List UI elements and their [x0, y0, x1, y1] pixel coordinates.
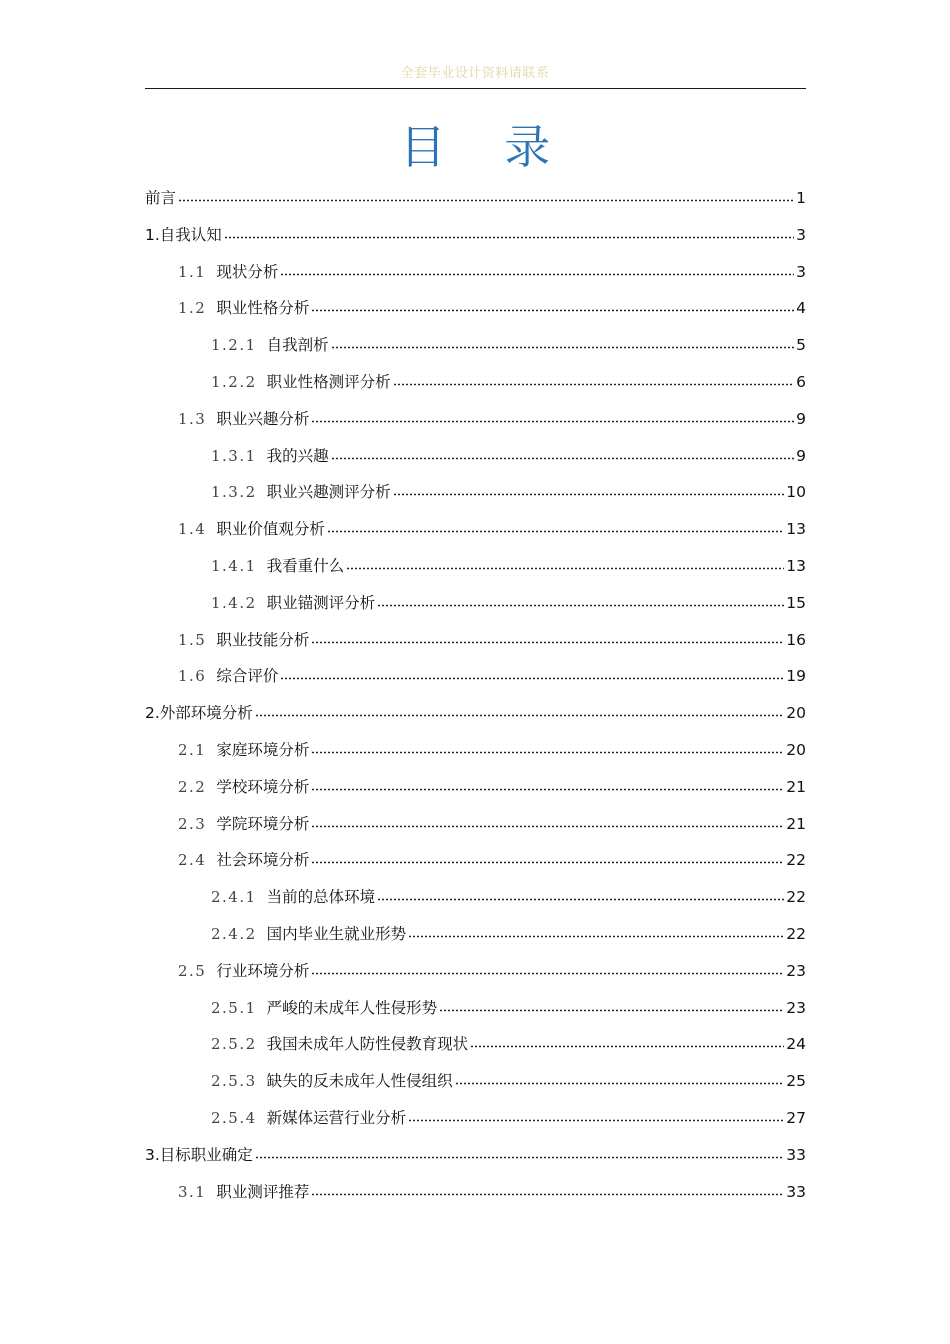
toc-entry-page-number: 13 [786, 520, 806, 539]
toc-entry[interactable] [211, 367, 806, 397]
toc-entry-title: 职业兴趣测评分析 [266, 483, 391, 502]
toc-dot-leader [408, 935, 784, 938]
toc-entry-title: 前言 [145, 189, 177, 207]
toc-entry[interactable] [211, 330, 806, 360]
toc-dot-leader [377, 898, 784, 901]
toc-dot-leader [377, 604, 784, 607]
toc-entry-page-number: 9 [796, 446, 806, 465]
toc-entry[interactable] [178, 845, 806, 875]
toc-entry-page-number: 19 [786, 667, 806, 686]
toc-entry-page-number: 3 [796, 262, 806, 281]
toc-entry-page-number: 33 [786, 1182, 806, 1201]
toc-dot-leader [393, 383, 794, 386]
toc-entry-number: 1.4.2 [211, 593, 257, 612]
toc-entry-title: 职业价值观分析 [216, 520, 325, 539]
header-rule [145, 88, 806, 89]
toc-entry-title: 目标职业确定 [159, 1145, 253, 1164]
toc-dot-leader [393, 493, 785, 496]
toc-entry-page-number: 9 [796, 409, 806, 428]
toc-entry-title: 国内毕业生就业形势 [266, 925, 407, 943]
toc-entry[interactable] [178, 625, 806, 655]
toc-entry[interactable] [211, 441, 806, 471]
toc-entry[interactable] [178, 293, 806, 323]
running-header: 全套毕业设计资料请联系 [400, 66, 550, 81]
toc-entry-title: 社会环境分析 [216, 851, 310, 870]
toc-entry-page-number: 10 [786, 483, 806, 502]
toc-entry[interactable] [211, 882, 806, 912]
toc-entry-page-number: 21 [786, 814, 806, 833]
toc-entry-page-number: 13 [786, 557, 806, 575]
toc-entry-title: 我国未成年人防性侵教育现状 [266, 1035, 469, 1054]
toc-entry-title: 严峻的未成年人性侵形势 [266, 998, 438, 1017]
toc-entry[interactable] [145, 1140, 806, 1170]
toc-dot-leader [311, 825, 784, 828]
toc-entry-number: 2.1 [178, 741, 207, 759]
toc-entry-title: 外部环境分析 [159, 704, 253, 723]
toc-entry-number: 2.4 [178, 851, 207, 870]
toc-dot-leader [178, 199, 794, 202]
toc-entry-page-number: 22 [786, 925, 806, 943]
toc-entry[interactable] [211, 477, 806, 507]
toc-entry-title: 职业技能分析 [216, 630, 310, 649]
toc-entry-page-number: 20 [786, 704, 806, 723]
toc-entry-title: 自我认知 [159, 225, 222, 244]
toc-dot-leader [255, 1156, 784, 1159]
toc-entry-title: 自我剖析 [266, 336, 329, 355]
toc-entry[interactable] [145, 698, 806, 728]
toc-dot-leader [311, 641, 784, 644]
toc-entry-page-number: 15 [786, 593, 806, 612]
toc-dot-leader [224, 236, 794, 239]
toc-entry-number: 2.2 [178, 777, 207, 796]
toc-entry[interactable] [178, 735, 806, 765]
toc-entry-title: 新媒体运营行业分析 [266, 1109, 407, 1127]
toc-entry-number: 1. [145, 225, 160, 244]
toc-entry-number: 3. [145, 1145, 160, 1164]
toc-entry-number: 1.3 [178, 409, 207, 428]
toc-entry[interactable] [211, 1066, 806, 1096]
toc-entry-page-number: 23 [786, 961, 806, 980]
toc-entry-page-number: 23 [786, 998, 806, 1017]
toc-entry-title: 我看重什么 [266, 557, 345, 575]
toc-dot-leader [331, 457, 794, 460]
toc-entry[interactable] [178, 956, 806, 986]
toc-entry-number: 1.2.1 [211, 336, 257, 355]
toc-dot-leader [311, 751, 784, 754]
toc-entry-title: 当前的总体环境 [266, 888, 376, 907]
toc-dot-leader [311, 1193, 784, 1196]
toc-entry[interactable] [211, 1029, 806, 1059]
toc-entry-number: 1.6 [178, 667, 207, 686]
toc-dot-leader [311, 309, 794, 312]
toc-entry-title: 职业测评推荐 [216, 1182, 310, 1201]
toc-entry[interactable] [178, 661, 806, 691]
toc-entry-page-number: 4 [796, 299, 806, 318]
toc-entry-number: 2.4.1 [211, 888, 257, 907]
toc-dot-leader [255, 714, 784, 717]
toc-entry[interactable] [178, 809, 806, 839]
toc-entry[interactable] [178, 514, 806, 544]
toc-entry-title: 家庭环境分析 [216, 741, 310, 759]
toc-entry-page-number: 27 [786, 1109, 806, 1127]
toc-dot-leader [311, 861, 784, 864]
toc-entry[interactable] [211, 1103, 806, 1133]
toc-entry-page-number: 16 [786, 630, 806, 649]
toc-entry-number: 2.5.4 [211, 1109, 257, 1127]
toc-entry-number: 2.5.1 [211, 998, 257, 1017]
toc-dot-leader [408, 1119, 784, 1122]
toc-entry-page-number: 25 [786, 1072, 806, 1091]
toc-entry-title: 行业环境分析 [216, 961, 310, 980]
toc-dot-leader [439, 1009, 784, 1012]
toc-entry-number: 2.5.3 [211, 1072, 257, 1091]
toc-entry-page-number: 22 [786, 851, 806, 870]
toc-entry-page-number: 24 [786, 1035, 806, 1054]
toc-dot-leader [311, 420, 794, 423]
toc-entry-number: 1.5 [178, 630, 207, 649]
toc-entry[interactable] [211, 993, 806, 1023]
toc-entry[interactable] [178, 257, 806, 287]
toc-entry-number: 1.2.2 [211, 373, 257, 391]
toc-entry-title: 我的兴趣 [266, 446, 329, 465]
toc-entry-number: 2.5 [178, 961, 207, 980]
toc-entry-page-number: 33 [786, 1145, 806, 1164]
toc-entry-number: 2. [145, 704, 160, 723]
toc-dot-leader [280, 677, 784, 680]
toc-entry-title: 学院环境分析 [216, 814, 310, 833]
toc-entry-number: 1.2 [178, 299, 207, 318]
toc-entry-title: 学校环境分析 [216, 777, 310, 796]
toc-entry[interactable] [178, 772, 806, 802]
toc-entry-title: 缺失的反未成年人性侵组织 [266, 1072, 453, 1091]
toc-entry[interactable] [145, 183, 806, 213]
toc-dot-leader [280, 273, 794, 276]
toc-entry-title: 职业兴趣分析 [216, 409, 310, 428]
toc-dot-leader [331, 346, 794, 349]
toc-title: 目 录 [399, 120, 573, 174]
toc-entry-title: 职业性格测评分析 [266, 373, 391, 391]
toc-entry-page-number: 5 [796, 336, 806, 355]
toc-dot-leader [327, 530, 784, 533]
toc-entry-page-number: 6 [796, 373, 806, 391]
toc-entry-number: 3.1 [178, 1182, 207, 1201]
toc-entry[interactable] [211, 551, 806, 581]
toc-entry[interactable] [211, 919, 806, 949]
toc-entry-page-number: 3 [796, 225, 806, 244]
toc-entry-number: 1.3.2 [211, 483, 257, 502]
toc-entry[interactable] [178, 404, 806, 434]
toc-entry-number: 2.4.2 [211, 925, 257, 943]
toc-entry-number: 1.1 [178, 262, 207, 281]
toc-entry-page-number: 21 [786, 777, 806, 796]
toc-dot-leader [346, 567, 784, 570]
toc-entry-title: 职业性格分析 [216, 299, 310, 318]
toc-entry-title: 综合评价 [216, 667, 279, 686]
toc-entry-number: 2.5.2 [211, 1035, 257, 1054]
toc-entry[interactable] [211, 588, 806, 618]
toc-entry[interactable] [145, 220, 806, 250]
toc-dot-leader [455, 1082, 785, 1085]
toc-dot-leader [311, 972, 784, 975]
toc-entry-number: 1.4.1 [211, 557, 257, 575]
toc-entry-page-number: 1 [796, 189, 806, 207]
toc-entry-page-number: 22 [786, 888, 806, 907]
toc-entry-number: 1.3.1 [211, 446, 257, 465]
toc-entry-number: 1.4 [178, 520, 207, 539]
toc-dot-leader [311, 788, 784, 791]
toc-entry-title: 现状分析 [216, 262, 279, 281]
toc-dot-leader [470, 1045, 784, 1048]
toc-entry-number: 2.3 [178, 814, 207, 833]
toc-entry-title: 职业锚测评分析 [266, 593, 376, 612]
toc-entry[interactable] [178, 1177, 806, 1207]
toc-entry-page-number: 20 [786, 741, 806, 759]
